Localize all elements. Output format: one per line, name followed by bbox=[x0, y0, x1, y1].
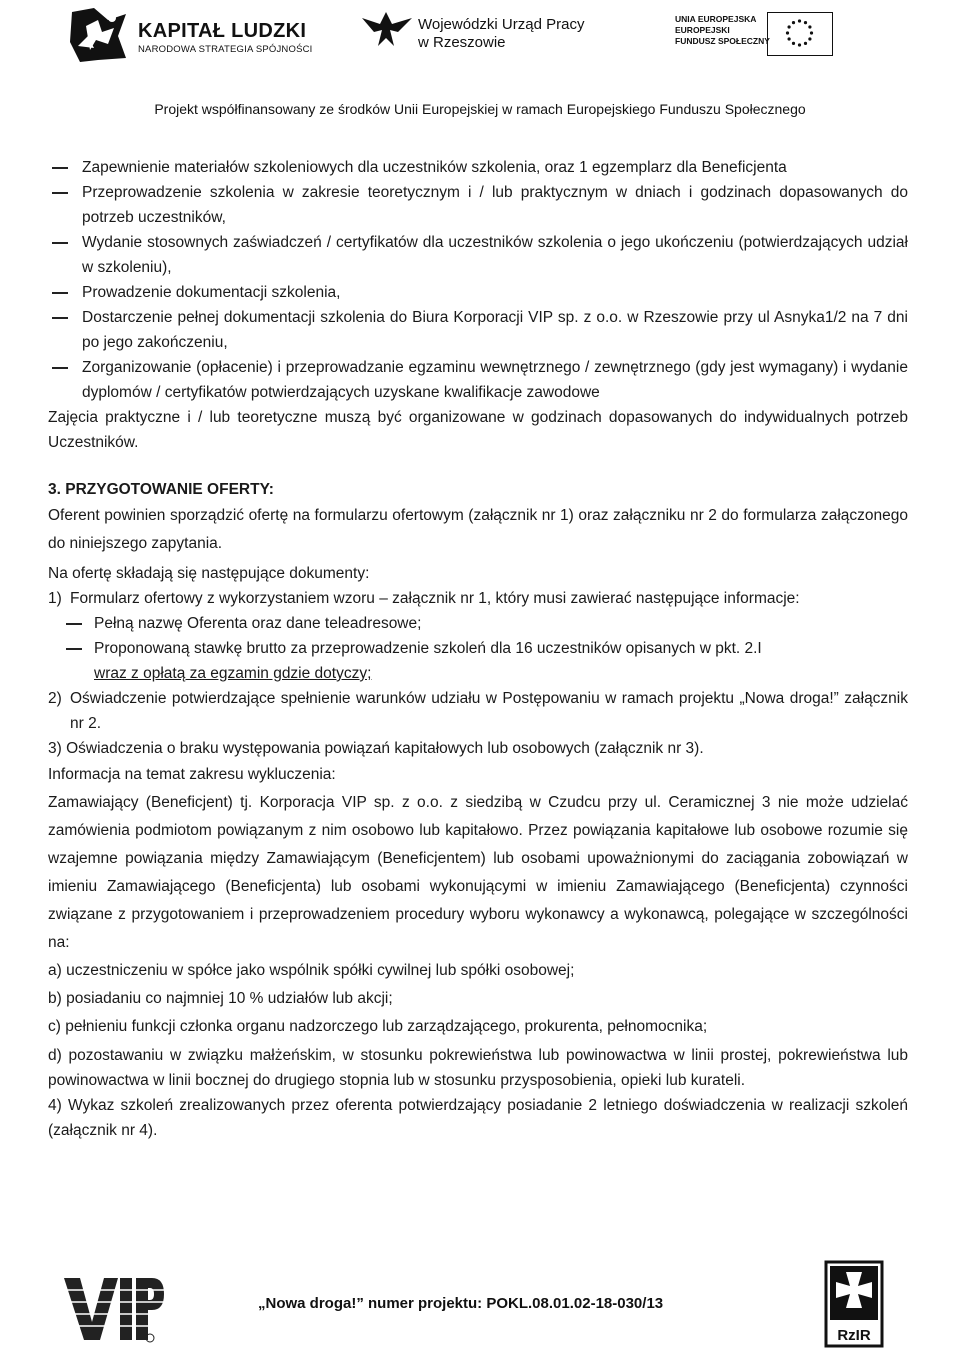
bullet-text: Dostarczenie pełnej dokumentacji szkolenia do Biura Korporacji VIP sp. z o.o. w Rzeszowie przy ul Asnyka1/2 na 7 dni po jego zakończeniu, bbox=[82, 309, 908, 351]
rzir-logo bbox=[824, 1260, 884, 1348]
item-text: Formularz ofertowy z wykorzystaniem wzoru – załącznik nr 1, który musi zawierać następujące informacje: bbox=[70, 590, 800, 607]
document-item-4: 4) Wykaz szkoleń zrealizowanych przez oferenta potwierdzający posiadanie 2 letniego doświadczenia w realizacji szkoleń (załącznik nr 4). bbox=[48, 1097, 908, 1139]
classes-paragraph: Zajęcia praktyczne i / lub teoretyczne muszą być organizowane w godzinach dopasowanych do indywidualnych potrzeb Uczestników. bbox=[48, 409, 908, 451]
bullet-item bbox=[48, 230, 908, 280]
eagle-icon bbox=[360, 10, 414, 50]
wup-rzeszow-logo bbox=[360, 10, 600, 60]
exclusion-intro: Informacja na temat zakresu wykluczenia: bbox=[48, 766, 336, 783]
bullet-item bbox=[48, 305, 908, 355]
dash-bullet bbox=[52, 192, 68, 194]
dash-bullet bbox=[66, 648, 82, 650]
exclusion-point-b: b) posiadaniu co najmniej 10 % udziałów lub akcji; bbox=[48, 990, 393, 1007]
rzir-label: RzIR bbox=[837, 1327, 871, 1344]
item-number: 2) bbox=[48, 690, 62, 707]
sub-bullet-item bbox=[48, 611, 908, 636]
bullet-text: Wydanie stosownych zaświadczeń / certyfikatów dla uczestników szkolenia o jego ukończeniu (potwierdzających udział w szkoleniu), bbox=[82, 234, 908, 276]
eu-logo bbox=[675, 12, 835, 62]
bullet-text: Zapewnienie materiałów szkoleniowych dla uczestników szkolenia, oraz 1 egzemplarz dla Beneficjenta bbox=[82, 159, 787, 176]
cofinancing-statement: Projekt współfinansowany ze środków Unii Europejskiej w ramach Europejskiego Funduszu Społecznego bbox=[154, 101, 806, 117]
wup-line-1: Wojewódzki Urząd Pracy bbox=[418, 16, 585, 33]
wup-name bbox=[418, 16, 584, 52]
project-number: „Nowa droga!” numer projektu: POKL.08.01.02-18-030/13 bbox=[258, 1295, 664, 1312]
documents-intro: Na ofertę składają się następujące dokumenty: bbox=[48, 565, 370, 582]
document-item-1 bbox=[48, 586, 908, 611]
kapital-ludzki-emblem-icon bbox=[68, 6, 130, 64]
exclusion-point-c: c) pełnieniu funkcji członka organu nadzorczego lub zarządzającego, prokurenta, pełnomocnika; bbox=[48, 1018, 708, 1035]
exclusion-point-d: d) pozostawaniu w związku małżeńskim, w stosunku pokrewieństwa lub powinowactwa w linii prostej, pokrewieństwa lub powinowactwa w linii bocznej do drugiego stopnia lub w stosunku przysposobienia, opieki lub kurateli. bbox=[48, 1047, 908, 1089]
sub-bullet-text: Proponowaną stawkę brutto za przeprowadzenie szkoleń dla 16 uczestników opisanych w pkt. 2.I bbox=[94, 640, 762, 657]
sub-bullet-text: Pełną nazwę Oferenta oraz dane teleadresowe; bbox=[94, 615, 422, 632]
dash-bullet bbox=[52, 367, 68, 369]
kapital-ludzki-subtitle: NARODOWA STRATEGIA SPÓJNOŚCI bbox=[138, 44, 313, 55]
bullet-text: Prowadzenie dokumentacji szkolenia, bbox=[82, 284, 341, 301]
eu-text bbox=[675, 14, 770, 47]
dash-bullet bbox=[66, 623, 82, 625]
exclusion-point-a: a) uczestniczeniu w spółce jako wspólnik spółki cywilnej lub spółki osobowej; bbox=[48, 962, 575, 979]
dash-bullet bbox=[52, 317, 68, 319]
wup-line-2: w Rzeszowie bbox=[418, 34, 506, 51]
kapital-ludzki-logo bbox=[68, 6, 318, 62]
section-heading: 3. PRZYGOTOWANIE OFERTY: bbox=[48, 481, 274, 498]
bullet-text: Zorganizowanie (opłacenie) i przeprowadzanie egzaminu wewnętrznego / zewnętrznego (gdy jest wymagany) i wydanie dyplomów / certyfikatów potwierdzających uzyskane kwalifikacje zawodowe bbox=[82, 359, 908, 401]
dash-bullet bbox=[52, 242, 68, 244]
bullet-item bbox=[48, 355, 908, 405]
document-item-3: 3) Oświadczenia o braku występowania powiązań kapitałowych lub osobowych (załącznik nr 3). bbox=[48, 740, 704, 757]
offer-paragraph: Oferent powinien sporządzić ofertę na formularzu ofertowym (załącznik nr 1) oraz załączniku nr 2 do formularza załączonego do niniejszego zapytania. bbox=[48, 507, 908, 552]
eu-line-3: FUNDUSZ SPOŁECZNY bbox=[675, 36, 770, 46]
dash-bullet bbox=[52, 167, 68, 169]
dash-bullet bbox=[52, 292, 68, 294]
page-footer bbox=[0, 1258, 960, 1352]
kapital-ludzki-title: KAPITAŁ LUDZKI bbox=[138, 20, 307, 42]
bullet-item bbox=[48, 280, 908, 305]
eu-line-1: UNIA EUROPEJSKA bbox=[675, 14, 757, 24]
bullet-text: Przeprowadzenie szkolenia w zakresie teoretycznym i / lub praktycznym w dniach i godzinach dopasowanych do potrzeb uczestników, bbox=[82, 184, 908, 226]
exclusion-paragraph: Zamawiający (Beneficjent) tj. Korporacja VIP sp. z o.o. z siedzibą w Czudcu przy ul. Ceramicznej 3 nie może udzielać zamówienia podmiotom powiązanym z nim osobowo lub kapitałowo. Przez powiązania kapitałowe lub osobowe rozumie się wzajemne powiązania między Zamawiającym (Beneficjentem) lub osobami upoważnionymi do zaciągania zobowiązań w imieniu Zamawiającego (Beneficjenta) lub osobami wykonującymi w imieniu Zamawiającego (Beneficjenta) czynności związane z przygotowaniem i przeprowadzeniem procedury wyboru wykonawcy a wykonawcą, polegające w szczególności na: bbox=[48, 794, 908, 951]
sub-bullet-item bbox=[48, 636, 908, 686]
item-number: 1) bbox=[48, 590, 62, 607]
eu-flag-icon bbox=[767, 12, 833, 56]
page-header bbox=[0, 0, 960, 130]
vip-logo bbox=[62, 1270, 166, 1346]
item-text: Oświadczenie potwierdzające spełnienie warunków udziału w Postępowaniu w ramach projektu „Nowa droga!” załącznik nr 2. bbox=[70, 690, 908, 732]
document-item-2 bbox=[48, 686, 908, 736]
bullet-item bbox=[48, 180, 908, 230]
eu-line-2: EUROPEJSKI bbox=[675, 25, 730, 35]
underlined-note: wraz z opłatą za egzamin gdzie dotyczy; bbox=[94, 665, 372, 682]
bullet-item bbox=[48, 155, 908, 180]
document-body bbox=[48, 155, 908, 1143]
